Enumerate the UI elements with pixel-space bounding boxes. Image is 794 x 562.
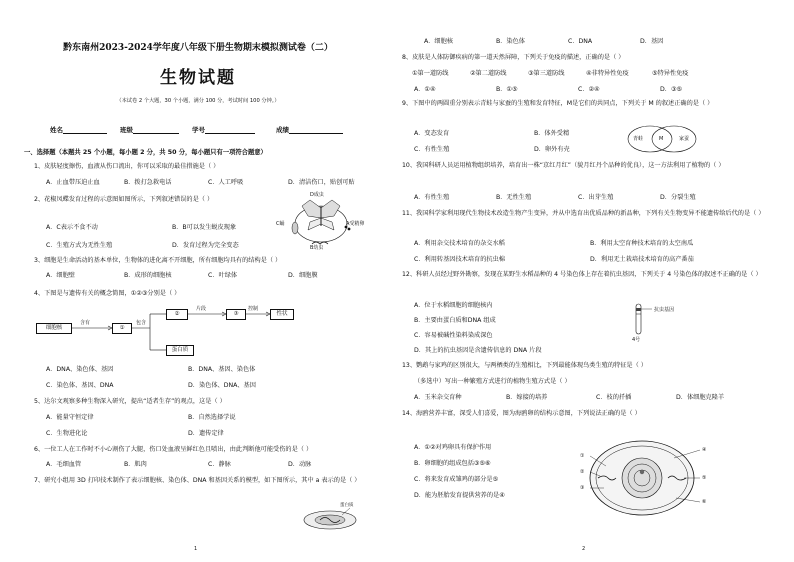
fig-label-chromosome-4: 4号 <box>632 337 641 343</box>
q3-option-b[interactable]: B．成形的细胞核 <box>124 272 172 279</box>
q8-item-3: ③第三道防线 <box>528 70 565 77</box>
venn-label-frog: 青蛙 <box>633 136 644 142</box>
q12-option-c[interactable]: C．容易被碱性染料染成深色 <box>414 332 493 339</box>
q1-option-d[interactable]: D．清洁伤口，贴创可贴 <box>288 179 355 186</box>
q5-option-d[interactable]: D．遗传定律 <box>188 430 224 437</box>
q9-option-b[interactable]: B．体外受精 <box>534 130 570 137</box>
q6-option-c[interactable]: C．静脉 <box>208 461 231 468</box>
box-nucleus: 细胞核 <box>36 323 72 334</box>
q13-option-d[interactable]: D．体细胞克隆羊 <box>676 394 725 401</box>
box-trait: 性状 <box>270 309 294 320</box>
q3-option-c[interactable]: C．叶绿体 <box>208 272 238 279</box>
question-7: 7、研究小组用 3D 打印技术制作了表示细胞核、染色体、DNA 和基因关系的模型，如下图所示，其中 a 表示的是（ ） <box>34 477 361 484</box>
q9-option-d[interactable]: D．卵外有壳 <box>534 146 570 153</box>
fig-label-resistance-gene: 抗虫基因 <box>654 307 675 313</box>
q4-option-b[interactable]: B．DNA、基因、染色体 <box>188 366 256 373</box>
q14-option-b[interactable]: B．卵细胞的组成包括③⑤⑥ <box>414 460 491 467</box>
q8-option-a[interactable]: A．①④ <box>414 86 436 93</box>
question-5: 5、达尔文观察多种生物深入研究，提出“适者生存”的观点，这是（ ） <box>34 398 226 405</box>
q6-option-b[interactable]: B．肌肉 <box>124 461 147 468</box>
subject-title: 生物试题 <box>160 68 236 88</box>
q5-option-c[interactable]: C．生物进化论 <box>46 430 88 437</box>
q7-option-a[interactable]: A．细胞核 <box>424 38 453 45</box>
q2-option-a[interactable]: A．C表示不食不动 <box>46 224 98 231</box>
fig-label-egg: A受精卵 <box>346 221 365 227</box>
egg-label-4: ④ <box>702 447 707 453</box>
q7-option-b[interactable]: B．染色体 <box>496 38 525 45</box>
question-2: 2、花椒凤蝶发育过程的示意图如图所示，下列叙述错误的是（ ） <box>34 196 214 203</box>
box-3: ③ <box>226 309 246 320</box>
q10-option-d[interactable]: D．分裂生殖 <box>660 194 696 201</box>
q8-item-1: ①第一道防线 <box>412 70 449 77</box>
question-11: 11、我国科学家利用现代生物技术改造生物产生变异，并从中选育出优质品种的新品种，下列有关生物变异不能遗传给后代的是（ ） <box>402 210 765 217</box>
genetics-concept-diagram <box>36 304 296 360</box>
q8-item-5: ⑤特异性免疫 <box>652 70 689 77</box>
fig-label-adult: D成虫 <box>310 192 324 198</box>
link-fragment: 片段 <box>196 306 207 312</box>
box-1: ① <box>112 323 132 334</box>
q1-option-a[interactable]: A．止血带压迫止血 <box>46 179 100 186</box>
q3-option-d[interactable]: D．细胞膜 <box>288 272 318 279</box>
exam-note: （本试卷 2 个大题，30 个小题，满分 100 分，考试时间 100 分钟。） <box>116 98 280 104</box>
link-contains: 含有 <box>80 320 91 326</box>
page-number-right: 2 <box>582 546 586 552</box>
q11-option-a[interactable]: A．利用杂交技术培育的杂交水稻 <box>414 240 505 247</box>
q2-option-b[interactable]: B．B可以发生蜕皮现象 <box>172 224 237 231</box>
box-2: ② <box>166 309 188 320</box>
question-12: 12、科研人员经过野外勘察，发现在某野生水稻品种的 4 号染色体上存在着抗虫基因，下列关于 4 号染色体的叙述不正确的是（ ） <box>402 271 762 278</box>
link-includes: 包含 <box>136 320 147 326</box>
question-13: 13、鹦鹉与家鸡的区别很大，与两栖类的生殖相比，下列最能体现鸟类生殖的特征是（ ） <box>402 362 647 369</box>
chromosome-4-figure <box>630 300 700 346</box>
q9-option-c[interactable]: C．有性生殖 <box>414 146 450 153</box>
q1-option-b[interactable]: B．拨打急救电话 <box>124 179 172 186</box>
venn-diagram <box>626 124 698 154</box>
egg-label-6: ⑥ <box>702 499 707 505</box>
number-field[interactable]: 学号 <box>192 125 255 134</box>
q11-option-d[interactable]: D．利用无土栽培技术培育的高产番茄 <box>590 256 694 263</box>
q2-option-c[interactable]: C．生殖方式为无性生殖 <box>46 242 113 249</box>
link-controls: 控制 <box>248 306 259 312</box>
name-field[interactable]: 姓名 <box>50 125 107 134</box>
left-column <box>12 0 384 562</box>
q8-option-c[interactable]: C．②④ <box>578 86 600 93</box>
q14-option-a[interactable]: A．①②对鸡卵具有保护作用 <box>414 444 492 451</box>
q13-option-a[interactable]: A．玉米杂交育种 <box>414 394 462 401</box>
q1-option-c[interactable]: C．人工呼吸 <box>208 179 244 186</box>
venn-label-silkworm: 家蚕 <box>679 136 690 142</box>
q10-option-a[interactable]: A．有性生殖 <box>414 194 450 201</box>
q4-option-d[interactable]: D．染色体、DNA、基因 <box>188 382 256 389</box>
question-4: 4、下图是与遗传有关的概念简图，①②③分别是（ ） <box>34 290 181 297</box>
q11-option-c[interactable]: C．利用转基因技术培育的抗虫棉 <box>414 256 505 263</box>
q11-option-b[interactable]: B．利用太空育种技术培育的太空南瓜 <box>590 240 694 247</box>
q5-option-a[interactable]: A．能量守恒定律 <box>46 414 94 421</box>
question-13-sub: （多选中）写出一种繁殖方式进行的植物生殖方式是（ ） <box>414 378 571 385</box>
question-10: 10、我国科研人员运用植物组织培养，培育出一株“京红月红”（貌月红丹个品种的优良），这一方法利用了植物的（ ） <box>402 162 725 169</box>
fig-label-protein: 蛋白质 <box>340 503 354 508</box>
class-field[interactable]: 班级 <box>120 125 179 134</box>
q14-option-d[interactable]: D．能为胚胎发育提供营养的是④ <box>414 492 505 499</box>
q14-option-c[interactable]: C．将来发育成雏鸡的部分是⑤ <box>414 476 499 483</box>
question-14: 14、海鸥营养丰富，深受人们喜爱，图为海鸥卵的结构示意图，下列说法正确的是（ ） <box>402 410 641 417</box>
q8-option-d[interactable]: D．③⑤ <box>660 86 683 93</box>
q6-option-d[interactable]: D．动脉 <box>288 461 312 468</box>
egg-label-3: ③ <box>580 485 585 491</box>
q2-option-d[interactable]: D．发育过程为完全变态 <box>172 242 239 249</box>
egg-label-1: ① <box>580 453 585 459</box>
page-number-left: 1 <box>194 546 198 552</box>
section-heading: 一、选择题（本题共 25 个小题，每小题 2 分，共 50 分，每小题只有一项符合题意） <box>24 149 267 156</box>
chromosome-model-figure <box>298 500 362 532</box>
fig-label-larva: B幼虫 <box>310 245 324 251</box>
q6-option-a[interactable]: A．毛细血管 <box>46 461 82 468</box>
egg-label-5: ⑤ <box>702 475 707 481</box>
q7-option-c[interactable]: C．DNA <box>568 38 593 45</box>
q4-option-a[interactable]: A．DNA、染色体、基因 <box>46 366 114 373</box>
question-8: 8、皮肤是人体防御疾病的第一道天然屏障，下列关于免疫的描述，正确的是（ ） <box>402 54 625 61</box>
q12-option-d[interactable]: D．其上的抗虫基因是含遗传信息的 DNA 片段 <box>414 347 542 354</box>
q10-option-c[interactable]: C．出芽生殖 <box>578 194 614 201</box>
q7-option-d[interactable]: D．基因 <box>640 38 664 45</box>
q12-option-a[interactable]: A．位于水稻细胞的细胞核内 <box>414 302 493 309</box>
q3-option-a[interactable]: A．细胞壁 <box>46 272 75 279</box>
question-9: 9、下图中的两圆重分别表示青蛙与家蚕的生殖和发育特征，M是它们的共同点，下列关于 M 的叙述正确的是（ ） <box>402 100 714 107</box>
q13-option-b[interactable]: B．嫁接的培养 <box>506 394 548 401</box>
q12-option-b[interactable]: B．主要由蛋白质和DNA 组成 <box>414 317 496 324</box>
egg-label-2: ② <box>580 469 585 475</box>
q13-option-c[interactable]: C．枝的扦插 <box>596 394 632 401</box>
fig-label-pupa: C蛹 <box>276 221 285 227</box>
score-field[interactable]: 成绩 <box>276 125 343 134</box>
question-1: 1、皮肤轻度擦伤，血液从伤口流出，你可以采取的最佳措施是（ ） <box>34 163 220 170</box>
q8-item-4: ④非特异性免疫 <box>586 70 629 77</box>
q8-option-b[interactable]: B．①⑤ <box>496 86 518 93</box>
q8-item-2: ②第二道防线 <box>470 70 507 77</box>
right-column <box>400 0 772 562</box>
butterfly-lifecycle-figure <box>276 192 365 252</box>
egg-structure-figure <box>576 436 716 520</box>
q4-option-c[interactable]: C．染色体、基因、DNA <box>46 382 114 389</box>
question-6: 6、一位工人在工作时不小心割伤了大腿，伤口处血液呈鲜红色且喷出，由此判断他可能受伤的是（ ） <box>34 446 313 453</box>
q5-option-b[interactable]: B．自然选择学说 <box>188 414 236 421</box>
exam-title: 黔东南州2023-2024学年度八年级下册生物期末模拟测试卷（二） <box>63 43 333 53</box>
venn-label-m: M <box>659 136 664 142</box>
box-protein: 蛋白质 <box>166 345 194 356</box>
q9-option-a[interactable]: A．变态发育 <box>414 130 450 137</box>
q10-option-b[interactable]: B．无性生殖 <box>496 194 532 201</box>
question-3: 3、细胞是生命活动的基本单位，生物体的进化离不开细胞，所有细胞均具有的结构是（ ） <box>34 257 282 264</box>
